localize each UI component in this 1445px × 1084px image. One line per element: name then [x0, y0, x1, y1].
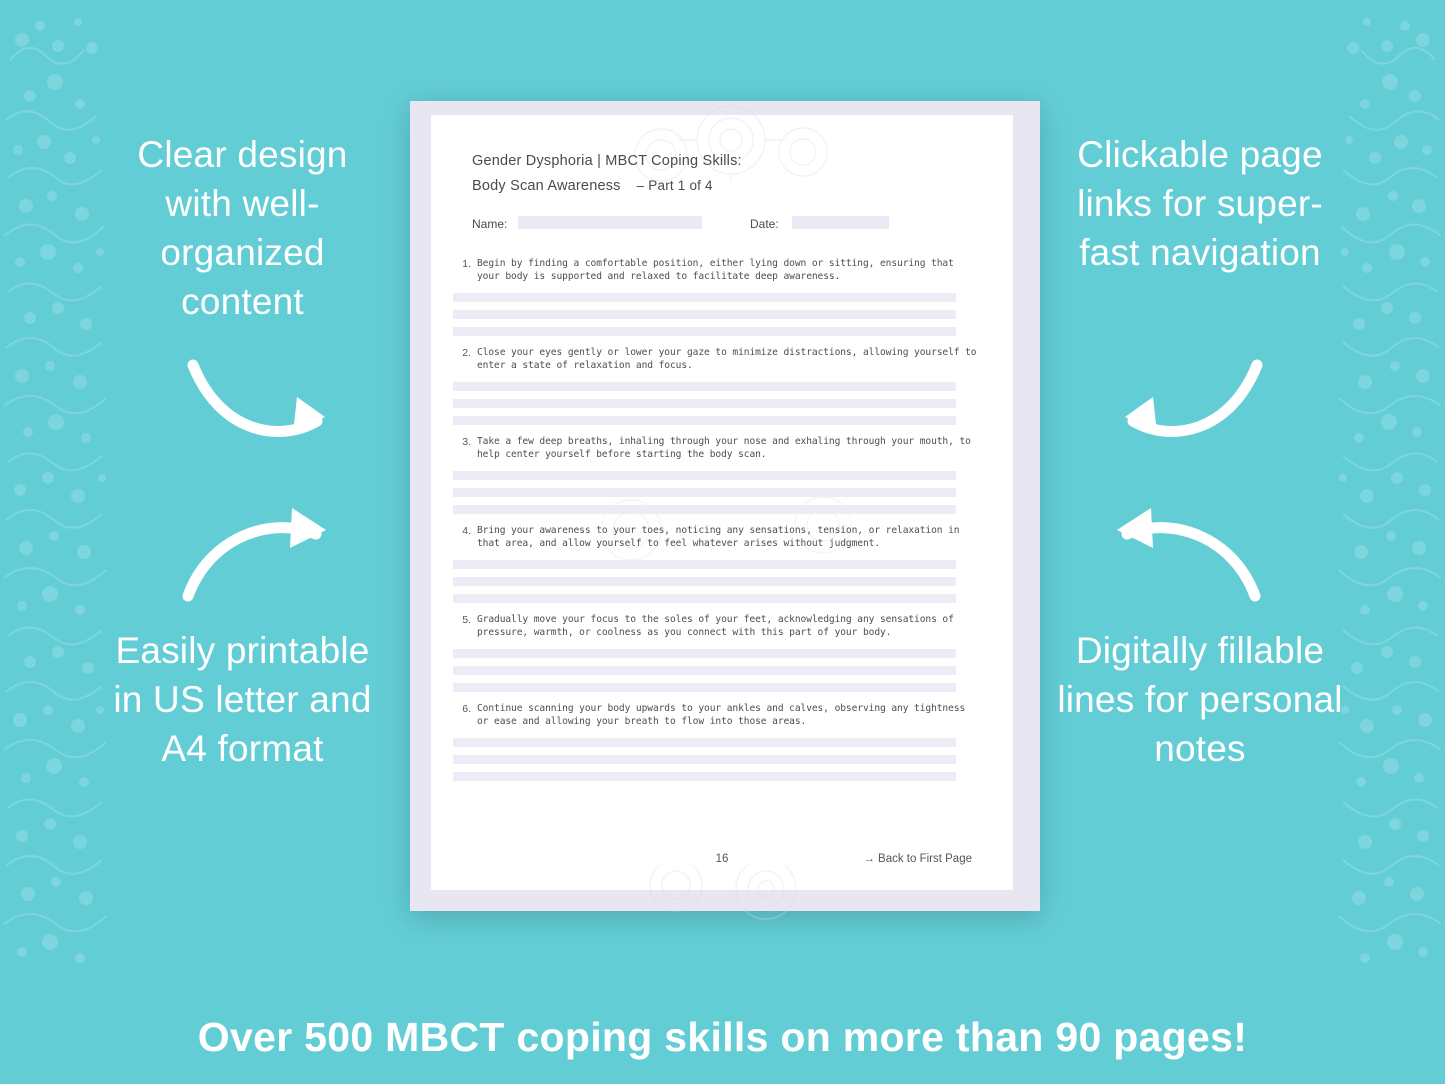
- fill-line[interactable]: [453, 738, 956, 747]
- fill-lines-group: [453, 471, 956, 522]
- worksheet-content: [431, 115, 1013, 890]
- fill-line[interactable]: [453, 327, 956, 336]
- date-input[interactable]: [792, 216, 889, 229]
- list-item-number: 5.: [462, 614, 471, 626]
- list-item-number: 4.: [462, 525, 471, 537]
- arrow-icon-top-right: [1105, 355, 1265, 450]
- fill-line[interactable]: [453, 683, 956, 692]
- list-item-text: Bring your awareness to your toes, noticing any sensations, tension, or relaxation in that area, and allow yourself to feel whatever arises without judgment.: [477, 525, 960, 549]
- fill-line[interactable]: [453, 505, 956, 514]
- arrow-icon-bottom-right: [1103, 508, 1263, 603]
- fill-line[interactable]: [453, 594, 956, 603]
- promo-text-top-right: Clickable page links for super-fast navigation: [1077, 134, 1323, 273]
- fill-line[interactable]: [453, 772, 956, 781]
- bottom-banner: [0, 990, 1445, 1084]
- bottom-banner-text: Over 500 MBCT coping skills on more than 90 pages!: [197, 1013, 1248, 1060]
- name-input[interactable]: [518, 216, 702, 229]
- fill-lines-group: [453, 738, 956, 789]
- list-item-number: 1.: [462, 258, 471, 270]
- fill-lines-group: [453, 649, 956, 700]
- fill-line[interactable]: [453, 399, 956, 408]
- worksheet-subtitle: Body Scan Awareness: [472, 178, 621, 194]
- name-date-row: [472, 216, 972, 232]
- arrow-icon-top-left: [185, 355, 345, 450]
- list-item-text: Gradually move your focus to the soles of your feet, acknowledging any sensations of pressure, warmth, or coolness as you connect with this part of your body.: [477, 614, 954, 638]
- promo-text-top-left: Clear design with well-organized content: [137, 134, 348, 322]
- fill-line[interactable]: [453, 382, 956, 391]
- promo-text-bottom-left: Easily printable in US letter and A4 format: [113, 630, 372, 769]
- fill-line[interactable]: [453, 471, 956, 480]
- fill-line[interactable]: [453, 560, 956, 569]
- list-item-number: 2.: [462, 347, 471, 359]
- fill-line[interactable]: [453, 488, 956, 497]
- fill-line[interactable]: [453, 649, 956, 658]
- fill-line[interactable]: [453, 666, 956, 675]
- promo-text-bottom-right: Digitally fillable lines for personal notes: [1057, 630, 1343, 769]
- list-item-text: Continue scanning your body upwards to your ankles and calves, observing any tightness or ease and allowing your breath to flow into those areas.: [477, 703, 966, 727]
- fill-lines-group: [453, 560, 956, 611]
- worksheet-part-label: – Part 1 of 4: [636, 178, 713, 193]
- list-item-text: Take a few deep breaths, inhaling through your nose and exhaling through your mouth, to help center yourself before starting the body scan.: [477, 436, 971, 460]
- name-label: Name:: [472, 217, 508, 231]
- list-item-number: 3.: [462, 436, 471, 448]
- list-item-number: 6.: [462, 703, 471, 715]
- list-item-text: Close your eyes gently or lower your gaze to minimize distractions, allowing yourself to enter a state of relaxation and focus.: [477, 347, 977, 371]
- arrow-icon-bottom-left: [180, 508, 340, 603]
- fill-lines-group: [453, 293, 956, 344]
- fill-line[interactable]: [453, 310, 956, 319]
- fill-lines-group: [453, 382, 956, 433]
- date-label: Date:: [750, 217, 779, 231]
- page-number: 16: [715, 853, 729, 865]
- back-to-first-page-link[interactable]: → Back to First Page: [863, 853, 972, 865]
- worksheet-title: Gender Dysphoria | MBCT Coping Skills:: [472, 153, 742, 169]
- floral-border-right: [1335, 0, 1445, 990]
- fill-line[interactable]: [453, 577, 956, 586]
- floral-border-left: [0, 0, 110, 990]
- fill-line[interactable]: [453, 416, 956, 425]
- fill-line[interactable]: [453, 293, 956, 302]
- list-item-text: Begin by finding a comfortable position, either lying down or sitting, ensuring that your body is supported and relaxed to facilitate deep awareness.: [477, 258, 954, 282]
- fill-line[interactable]: [453, 755, 956, 764]
- worksheet-subtitle-row: [472, 178, 713, 194]
- worksheet-page: [431, 115, 1013, 890]
